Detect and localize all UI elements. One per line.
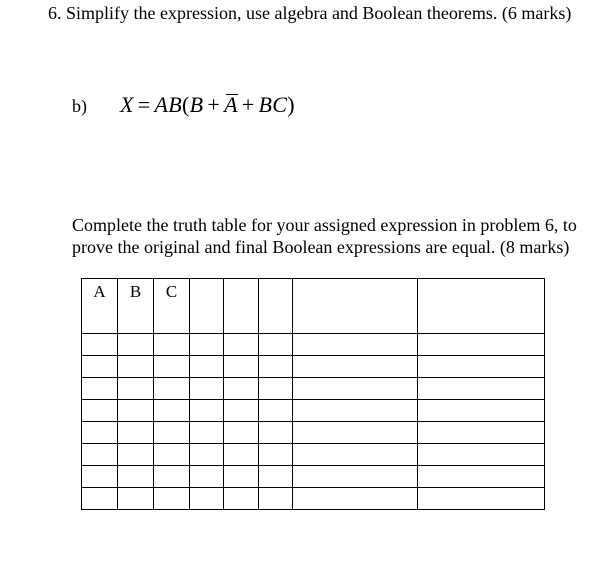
equation-term3: BC	[258, 92, 288, 117]
table-cell[interactable]	[82, 378, 118, 400]
truth-table-body	[82, 334, 545, 510]
header-cell-final-expression	[418, 279, 545, 334]
table-cell[interactable]	[190, 466, 224, 488]
table-cell[interactable]	[118, 400, 154, 422]
table-cell[interactable]	[418, 400, 545, 422]
table-cell[interactable]	[418, 488, 545, 510]
table-cell[interactable]	[118, 422, 154, 444]
table-cell[interactable]	[293, 400, 418, 422]
table-cell[interactable]	[190, 334, 224, 356]
table-row	[82, 400, 545, 422]
table-cell[interactable]	[418, 422, 545, 444]
table-cell[interactable]	[118, 488, 154, 510]
table-cell[interactable]	[82, 444, 118, 466]
table-cell[interactable]	[190, 444, 224, 466]
table-cell[interactable]	[82, 356, 118, 378]
table-row	[82, 378, 545, 400]
table-cell[interactable]	[418, 466, 545, 488]
table-cell[interactable]	[154, 466, 190, 488]
truth-table-instructions	[72, 214, 602, 258]
table-cell[interactable]	[259, 466, 293, 488]
table-cell[interactable]	[293, 334, 418, 356]
table-cell[interactable]	[154, 400, 190, 422]
table-cell[interactable]	[259, 334, 293, 356]
header-cell-blank	[259, 279, 293, 334]
header-cell-blank	[224, 279, 259, 334]
table-cell[interactable]	[82, 466, 118, 488]
table-cell[interactable]	[293, 422, 418, 444]
table-cell[interactable]	[259, 444, 293, 466]
table-row	[82, 466, 545, 488]
header-cell-original-expression	[293, 279, 418, 334]
table-cell[interactable]	[224, 400, 259, 422]
table-cell[interactable]	[118, 444, 154, 466]
equation-equals: =	[137, 92, 151, 117]
table-cell[interactable]	[118, 466, 154, 488]
table-cell[interactable]	[190, 422, 224, 444]
table-cell[interactable]	[118, 378, 154, 400]
table-cell[interactable]	[259, 378, 293, 400]
equation-close-paren: )	[287, 92, 295, 117]
table-cell[interactable]	[224, 378, 259, 400]
table-cell[interactable]	[82, 422, 118, 444]
table-cell[interactable]	[82, 488, 118, 510]
header-cell-blank	[190, 279, 224, 334]
table-row	[82, 488, 545, 510]
part-b-label: b)	[72, 96, 87, 116]
table-cell[interactable]	[418, 356, 545, 378]
table-cell[interactable]	[293, 488, 418, 510]
table-cell[interactable]	[259, 488, 293, 510]
table-row	[82, 444, 545, 466]
equation-lhs: X	[120, 92, 134, 117]
table-cell[interactable]	[259, 356, 293, 378]
equation-open-paren: (	[181, 92, 190, 117]
boolean-equation	[120, 92, 295, 118]
truth-table-header-row	[82, 279, 545, 334]
table-cell[interactable]	[224, 356, 259, 378]
equation-ab: AB	[154, 92, 182, 117]
table-cell[interactable]	[293, 466, 418, 488]
table-cell[interactable]	[224, 444, 259, 466]
table-cell[interactable]	[418, 444, 545, 466]
table-cell[interactable]	[190, 400, 224, 422]
equation-a-complement: A	[224, 92, 238, 117]
table-cell[interactable]	[190, 378, 224, 400]
table-row	[82, 356, 545, 378]
header-cell-a: A	[82, 279, 118, 334]
table-cell[interactable]	[82, 400, 118, 422]
table-cell[interactable]	[190, 356, 224, 378]
question-heading: 6. Simplify the expression, use algebra and Boolean theorems. (6 marks)	[48, 3, 572, 23]
table-row	[82, 334, 545, 356]
table-cell[interactable]	[118, 334, 154, 356]
table-cell[interactable]	[118, 356, 154, 378]
table-cell[interactable]	[224, 334, 259, 356]
table-cell[interactable]	[259, 400, 293, 422]
table-cell[interactable]	[418, 378, 545, 400]
table-cell[interactable]	[293, 378, 418, 400]
table-cell[interactable]	[154, 356, 190, 378]
instructions-line-1: Complete the truth table for your assigned expression in problem 6, to	[72, 215, 577, 235]
table-cell[interactable]	[154, 334, 190, 356]
table-cell[interactable]	[82, 334, 118, 356]
table-cell[interactable]	[224, 466, 259, 488]
equation-plus2: +	[241, 92, 255, 117]
table-cell[interactable]	[293, 356, 418, 378]
table-cell[interactable]	[190, 488, 224, 510]
table-cell[interactable]	[154, 444, 190, 466]
header-cell-b: B	[118, 279, 154, 334]
table-cell[interactable]	[154, 488, 190, 510]
table-row	[82, 422, 545, 444]
equation-term1: B	[189, 92, 204, 117]
equation-plus1: +	[207, 92, 221, 117]
instructions-line-2: prove the original and final Boolean expressions are equal. (8 marks)	[72, 237, 570, 257]
header-cell-c: C	[154, 279, 190, 334]
table-cell[interactable]	[293, 444, 418, 466]
table-cell[interactable]	[224, 422, 259, 444]
table-cell[interactable]	[418, 334, 545, 356]
truth-table	[81, 278, 545, 510]
table-cell[interactable]	[224, 488, 259, 510]
table-cell[interactable]	[154, 422, 190, 444]
table-cell[interactable]	[154, 378, 190, 400]
table-cell[interactable]	[259, 422, 293, 444]
